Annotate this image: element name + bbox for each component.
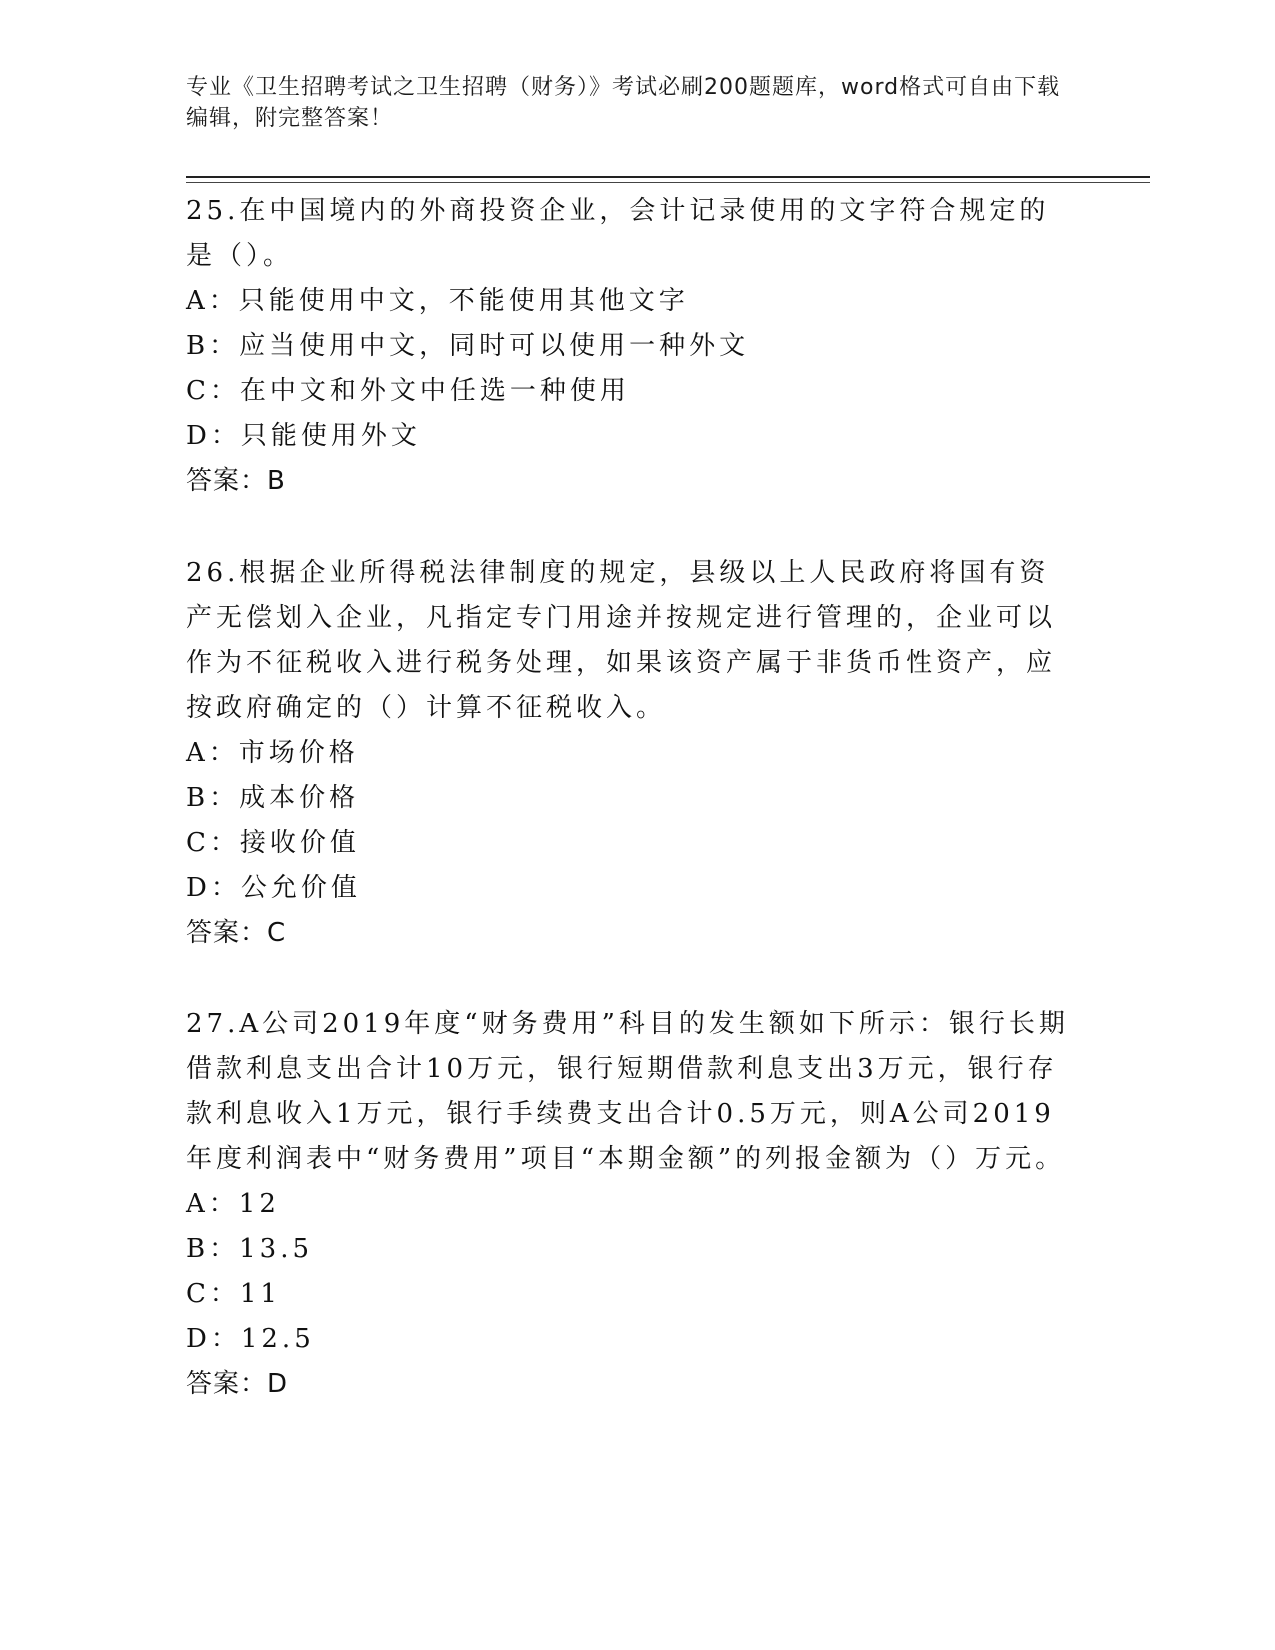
document-intro: 专业《卫生招聘考试之卫生招聘（财务）》考试必刷200题题库，word格式可自由下载编辑，附完整答案！ [186, 75, 1061, 131]
option-b: B：13.5 [186, 1234, 313, 1264]
answer-line: 答案：C [186, 918, 287, 948]
option-c: C：在中文和外文中任选一种使用 [186, 376, 630, 406]
option-d: D：公允价值 [186, 873, 361, 903]
header-divider-thin [186, 182, 1150, 183]
option-a: A：市场价格 [186, 738, 359, 768]
option-c: C：11 [186, 1279, 281, 1309]
question-27 [186, 1002, 1076, 1407]
option-a: A：12 [186, 1189, 280, 1219]
option-d: D：12.5 [186, 1324, 315, 1354]
question-26 [186, 551, 1076, 956]
answer-line: 答案：B [186, 466, 286, 496]
option-c: C：接收价值 [186, 828, 360, 858]
answer-line: 答案：D [186, 1369, 289, 1399]
question-stem: 25.在中国境内的外商投资企业，会计记录使用的文字符合规定的是（）。 [186, 196, 1050, 271]
option-b: B：应当使用中文，同时可以使用一种外文 [186, 331, 750, 361]
question-25 [186, 189, 1076, 504]
question-stem: 26.根据企业所得税法律制度的规定，县级以上人民政府将国有资产无偿划入企业，凡指定专门用途并按规定进行管理的，企业可以作为不征税收入进行税务处理，如果该资产属于非货币性资产，应按政府确定的（）计算不征税收入。 [186, 558, 1057, 723]
header-divider-thick [186, 176, 1150, 178]
option-b: B：成本价格 [186, 783, 360, 813]
option-d: D：只能使用外文 [186, 421, 421, 451]
option-a: A：只能使用中文，不能使用其他文字 [186, 286, 689, 316]
question-stem: 27.A公司2019年度“财务费用”科目的发生额如下所示：银行长期借款利息支出合计10万元，银行短期借款利息支出3万元，银行存款利息收入1万元，银行手续费支出合计0.5万元，则A公司2019年度利润表中“财务费用”项目“本期金额”的列报金额为（）万元。 [186, 1009, 1069, 1174]
